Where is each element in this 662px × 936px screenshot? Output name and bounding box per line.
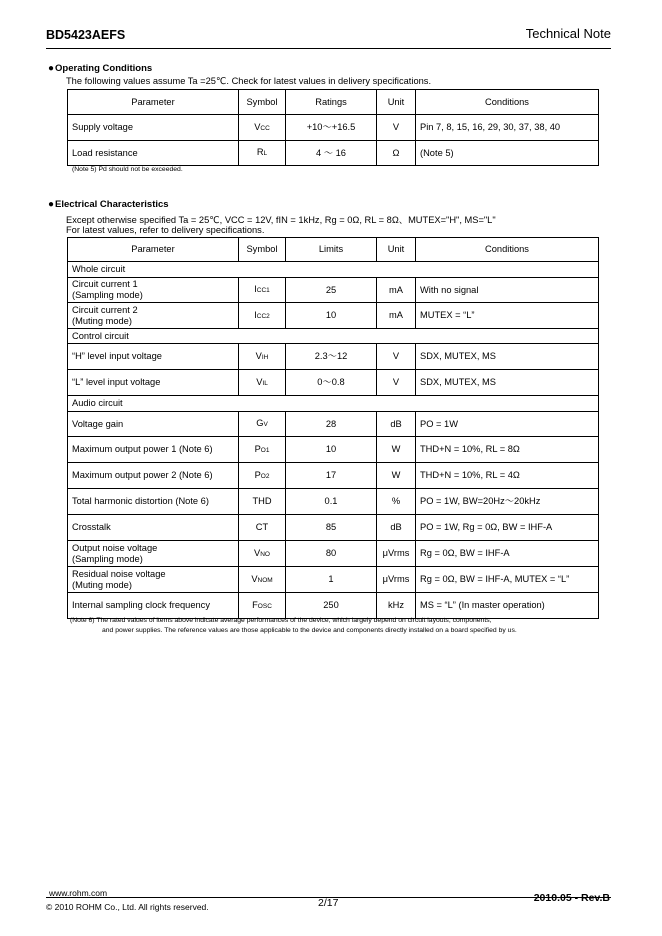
header-limits: Limits <box>286 238 377 262</box>
table-row: “L” level input voltage VIL 0～0.8 V SDX, MUTEX, MS <box>68 370 599 396</box>
symbol-cell: PO2 <box>239 463 286 489</box>
table-row: Maximum output power 1 (Note 6) PO1 10 W THD+N = 10%, RL = 8Ω <box>68 437 599 463</box>
symbol-cell: RL <box>239 141 286 166</box>
symbol-cell: ICC2 <box>239 303 286 329</box>
symbol-cell: VNOM <box>239 567 286 593</box>
symbol-cell: VIL <box>239 370 286 396</box>
table-row: Output noise voltage (Sampling mode) VNO 80 μVrms Rg = 0Ω, BW = IHF-A <box>68 541 599 567</box>
operating-conditions-title: ●Operating Conditions <box>48 63 153 74</box>
table-row: Voltage gain GV 28 dB PO = 1W <box>68 412 599 437</box>
note-6-line-2: and power supplies. The reference values are those applicable to the device and components directly installed on a board specified by us. <box>102 627 517 634</box>
symbol-cell: ICC1 <box>239 278 286 303</box>
table-row: Total harmonic distortion (Note 6) THD 0.1 % PO = 1W, BW=20Hz～20kHz <box>68 489 599 515</box>
symbol-cell: VNO <box>239 541 286 567</box>
symbol-cell: PO1 <box>239 437 286 463</box>
table-row: Circuit current 2 (Muting mode) ICC2 10 mA MUTEX = “L” <box>68 303 599 329</box>
table-row: Crosstalk CT 85 dB PO = 1W, Rg = 0Ω, BW = IHF-A <box>68 515 599 541</box>
electrical-characteristics-table <box>67 237 599 619</box>
electrical-intro-conditions: Except otherwise specified Ta = 25℃, VCC = 12V, fIN = 1kHz, Rg = 0Ω, RL = 8Ω、MUTEX="H", MS="L" <box>66 215 496 225</box>
table-row: Internal sampling clock frequency FOSC 250 kHz MS = “L” (In master operation) <box>68 593 599 619</box>
header-conditions: Conditions <box>416 238 599 262</box>
table-row: Maximum output power 2 (Note 6) PO2 17 W THD+N = 10%, RL = 4Ω <box>68 463 599 489</box>
bullet-icon: ● <box>48 199 55 210</box>
header-symbol: Symbol <box>239 90 286 115</box>
electrical-intro-reference: For latest values, refer to delivery specifications. <box>66 225 265 235</box>
header-parameter: Parameter <box>68 238 239 262</box>
table-row: “H” level input voltage VIH 2.3～12 V SDX, MUTEX, MS <box>68 344 599 370</box>
group-row-control-circuit: Control circuit <box>68 329 599 344</box>
electrical-characteristics-title: ●Electrical Characteristics <box>48 199 169 210</box>
page-header <box>46 24 611 49</box>
note-6-line-1: (Note 6) The rated values of items above indicate average performances of the device, which largely depend on circuit layouts, components, <box>70 617 492 624</box>
operating-conditions-table <box>67 89 599 166</box>
header-unit: Unit <box>377 90 416 115</box>
header-conditions: Conditions <box>416 90 599 115</box>
bullet-icon: ● <box>48 63 55 74</box>
table-header-row <box>68 238 599 262</box>
group-row-whole-circuit: Whole circuit <box>68 262 599 278</box>
table-row: Circuit current 1 (Sampling mode) ICC1 25 mA With no signal <box>68 278 599 303</box>
document-type: Technical Note <box>525 26 611 41</box>
header-unit: Unit <box>377 238 416 262</box>
operating-conditions-intro: The following values assume Ta =25℃. Check for latest values in delivery specifications. <box>66 76 432 86</box>
group-row-audio-circuit: Audio circuit <box>68 396 599 412</box>
document-id: BD5423AEFS <box>46 28 126 42</box>
symbol-cell: THD <box>239 489 286 515</box>
symbol-cell: VCC <box>239 115 286 141</box>
table-row: Load resistance RL 4 ～ 16 Ω (Note 5) <box>68 141 599 166</box>
header-ratings: Ratings <box>286 90 377 115</box>
page-number: 2/17 <box>318 897 339 909</box>
revision-label: 2010.05 - Rev.B <box>533 892 610 904</box>
symbol-cell: CT <box>239 515 286 541</box>
note-5: (Note 5) Pd should not be exceeded. <box>72 166 183 173</box>
symbol-cell: GV <box>239 412 286 437</box>
footer-url: www.rohm.com <box>49 888 108 898</box>
table-row: Supply voltage VCC +10～+16.5 V Pin 7, 8, 15, 16, 29, 30, 37, 38, 40 <box>68 115 599 141</box>
table-row: Residual noise voltage (Muting mode) VNOM 1 μVrms Rg = 0Ω, BW = IHF-A, MUTEX = “L” <box>68 567 599 593</box>
symbol-cell: FOSC <box>239 593 286 619</box>
header-symbol: Symbol <box>239 238 286 262</box>
symbol-cell: VIH <box>239 344 286 370</box>
header-parameter: Parameter <box>68 90 239 115</box>
footer-copyright: © 2010 ROHM Co., Ltd. All rights reserved. <box>46 902 209 912</box>
table-header-row <box>68 90 599 115</box>
